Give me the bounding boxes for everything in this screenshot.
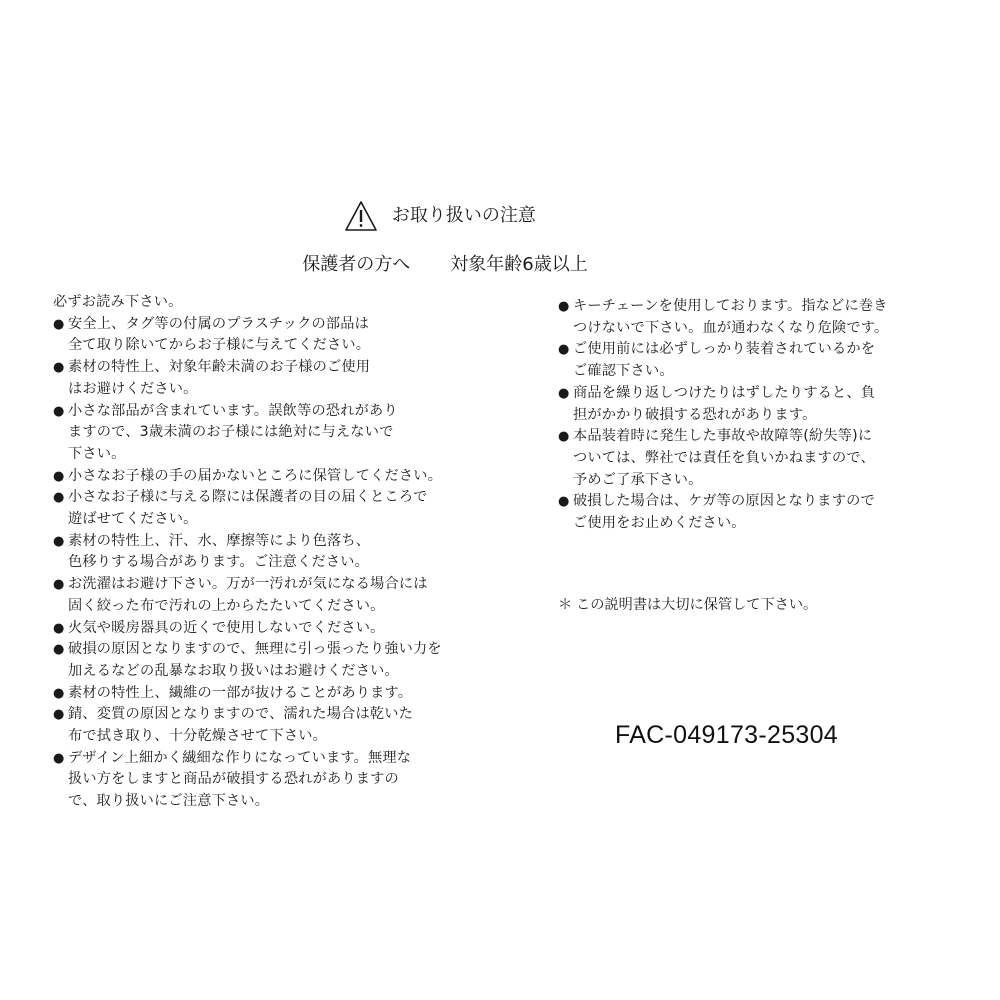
caution-item-text: [573, 383, 948, 426]
caution-item-line: 素材の特性上、繊維の一部が抜けることがあります。: [68, 684, 413, 701]
caution-item-line: ご使用をお止めください。: [573, 515, 746, 532]
caution-item-line: 全て取り除いてからお子様に与えてください。: [68, 337, 371, 354]
caution-item-line: 素材の特性上、対象年齢未満のお子様のご使用: [68, 359, 371, 376]
caution-item-text: [68, 466, 493, 488]
caution-item: [53, 401, 493, 466]
bullet-icon: ●: [53, 403, 65, 419]
bullet-icon: ●: [53, 490, 65, 506]
caution-item-text: [68, 574, 493, 617]
caution-item: [558, 383, 948, 426]
bullet-icon: ●: [53, 533, 65, 549]
bullet-icon: ●: [53, 685, 65, 701]
caution-item-line: 予めご了承下さい。: [573, 471, 703, 488]
caution-item: [53, 466, 493, 488]
caution-item-text: [573, 491, 948, 534]
caution-item-text: [68, 357, 493, 400]
caution-item-line: お洗濯はお避け下さい。万が一汚れが気になる場合には: [68, 576, 428, 593]
caution-item-line: 下さい。: [68, 445, 126, 462]
caution-item-text: [573, 426, 948, 491]
caution-item-line: 布で拭き取り、十分乾燥させて下さい。: [68, 728, 327, 745]
caution-item: [53, 618, 493, 640]
guardian-notice: [0, 252, 1000, 278]
caution-item-line: ついては、弊社では責任を負いかねますので、: [573, 449, 875, 466]
caution-item-line: キーチェーンを使用しております。指などに巻き: [573, 298, 888, 314]
caution-item-line: 扱い方をしますと商品が破損する恐れがありますの: [68, 771, 399, 788]
note-text: この説明書は大切に保管して下さい。: [576, 597, 818, 613]
caution-item-text: [68, 704, 493, 747]
caution-title-row: [0, 197, 1000, 235]
caution-item-line: つけないで下さい。血が通わなくなり危険です。: [573, 319, 889, 336]
caution-item: [53, 314, 493, 357]
caution-item: [53, 639, 493, 682]
warning-triangle-icon: [344, 200, 378, 232]
bullet-icon: ●: [53, 707, 65, 723]
guardian-label: 保護者の方へ: [302, 254, 411, 275]
right-caution-column: [558, 296, 948, 535]
caution-item-line: ますので、3歳未満のお子様には絶対に与えないで: [68, 424, 394, 441]
bullet-icon: ●: [558, 429, 570, 445]
bullet-icon: ●: [558, 494, 570, 510]
caution-item: [53, 357, 493, 400]
bullet-icon: ●: [558, 299, 570, 314]
caution-item: [558, 296, 948, 339]
caution-item-line: 安全上、タグ等の付属のプラスチックの部品は: [68, 315, 370, 332]
bullet-icon: ●: [53, 642, 65, 658]
caution-item: [558, 426, 948, 491]
bullet-icon: ●: [53, 360, 65, 376]
caution-item-line: 小さなお子様の手の届かないところに保管してください。: [68, 467, 443, 484]
caution-item-line: 色移りする場合があります。ご注意ください。: [68, 554, 370, 571]
caution-item: [558, 339, 948, 382]
caution-item: [53, 574, 493, 617]
caution-item-line: 商品を繰り返しつけたりはずしたりすると、負: [573, 384, 876, 401]
caution-item-line: 担がかかり破損する恐れがあります。: [573, 406, 817, 423]
caution-item-line: 遊ばせてください。: [68, 511, 198, 528]
bullet-icon: ●: [53, 750, 65, 766]
caution-item-text: [573, 339, 948, 382]
keep-manual-note: [558, 594, 817, 616]
caution-item-line: ご確認下さい。: [573, 363, 674, 380]
caution-item-line: 固く絞った布で汚れの上からたたいてください。: [68, 597, 385, 614]
caution-item-line: 素材の特性上、汗、水、摩擦等により色落ち、: [68, 532, 371, 549]
caution-item-line: 火気や暖房器具の近くで使用しないでください。: [68, 619, 385, 636]
bullet-icon: ●: [53, 577, 65, 593]
bullet-icon: ●: [558, 342, 570, 358]
bullet-icon: ●: [53, 620, 65, 636]
bullet-icon: ●: [558, 385, 570, 401]
caution-item-line: で、取り扱いにご注意下さい。: [68, 793, 270, 810]
caution-item: [53, 704, 493, 747]
caution-item-text: [573, 296, 948, 339]
note-asterisk: ＊: [558, 597, 573, 613]
caution-item-line: ご使用前には必ずしっかり装着されているかを: [573, 341, 876, 358]
bullet-icon: ●: [53, 468, 65, 484]
caution-title: お取り扱いの注意: [391, 205, 536, 226]
caution-item: [53, 531, 493, 574]
caution-item: [558, 491, 948, 534]
caution-item-line: 小さなお子様に与える際には保護者の目の届くところで: [68, 489, 428, 506]
caution-item-text: [68, 639, 493, 682]
caution-item-line: 小さな部品が含まれています。誤飲等の恐れがあり: [68, 402, 398, 419]
caution-item-text: [68, 487, 493, 530]
left-caution-column: [53, 292, 493, 813]
caution-item-text: [68, 401, 493, 466]
caution-item: [53, 748, 493, 813]
caution-item-text: [68, 618, 493, 640]
caution-item-line: 破損した場合は、ケガ等の原因となりますので: [573, 493, 875, 510]
caution-item-line: 破損の原因となりますので、無理に引っ張ったり強い力を: [68, 641, 442, 658]
caution-item-text: [68, 314, 493, 357]
caution-item: [53, 487, 493, 530]
caution-item-line: デザイン上細かく繊細な作りになっています。無理な: [68, 749, 412, 766]
caution-item-line: 加えるなどの乱暴なお取り扱いはお避けください。: [68, 662, 399, 679]
bullet-icon: ●: [53, 316, 65, 332]
caution-item-text: [68, 748, 493, 813]
caution-item-text: [68, 683, 493, 705]
product-code: FAC-049173-25304: [615, 721, 839, 749]
caution-item-text: [68, 531, 493, 574]
intro-text: 必ずお読み下さい。: [53, 294, 183, 310]
age-target-label: 対象年齢6歳以上: [450, 254, 588, 275]
caution-item-line: 本品装着時に発生した事故や故障等(紛失等)に: [573, 428, 873, 445]
caution-item-line: はお避けください。: [68, 380, 198, 397]
caution-item: [53, 683, 493, 705]
caution-item-line: 錆、変質の原因となりますので、濡れた場合は乾いた: [68, 706, 414, 723]
